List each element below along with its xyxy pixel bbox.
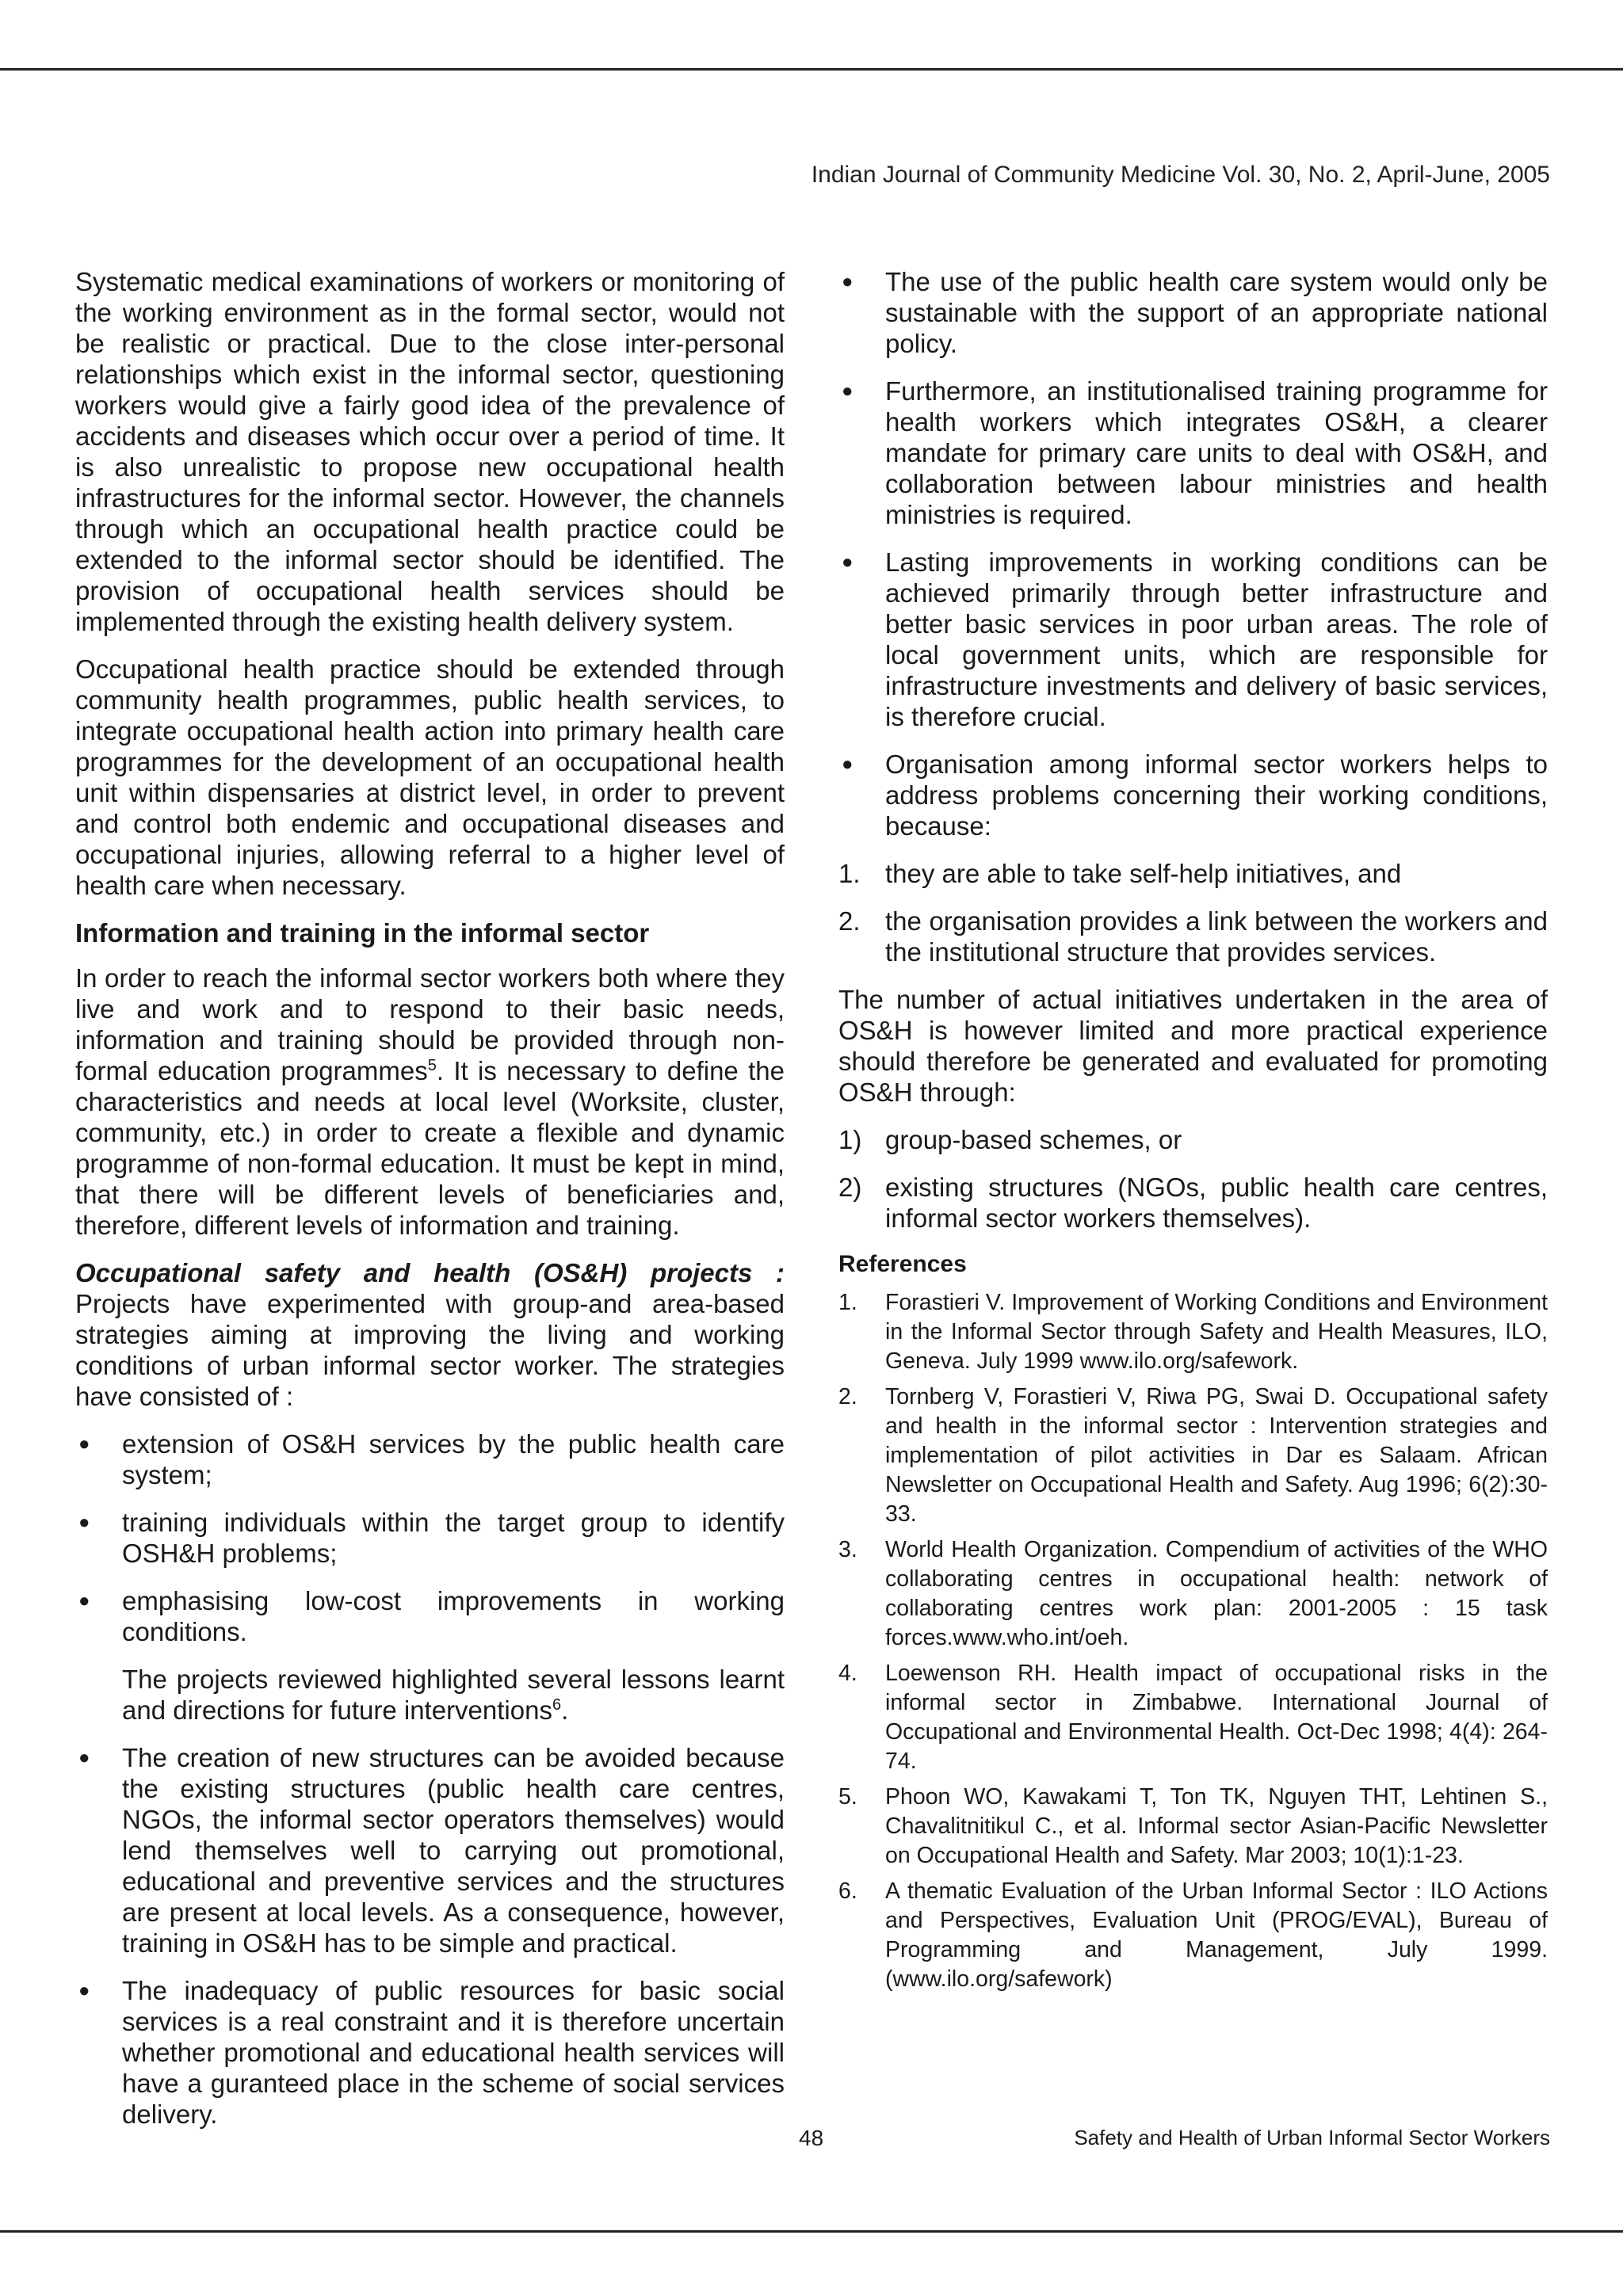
reference-item: 4. Loewenson RH. Health impact of occupational risks in the informal sector in Zimbabwe. International Journal of Occupational and Environmental Health. Oct-Dec 1998; 4(4): 264-74.	[838, 1661, 1548, 1774]
reference-number: 5.	[838, 1784, 857, 1810]
paragraph: Occupational safety and health (OS&H) projects : Projects have experimented with group-and area-based strategies aiming at improving the living and working conditions of urban informal sector worker. The strategies have consisted of :	[75, 1258, 785, 1411]
bullet-icon: ●	[842, 551, 854, 573]
reference-item: 2. Tornberg V, Forastieri V, Riwa PG, Swai D. Occupational safety and health in the informal sector : Intervention strategies and implementation of pilot activities in Dar es Salaam. African Newsletter on Occupational Health and Safety. Aug 1996; 6(2):30-33.	[838, 1384, 1548, 1527]
running-head: Indian Journal of Community Medicine Vol. 30, No. 2, April-June, 2005	[811, 162, 1550, 188]
citation-ref[interactable]: 6	[552, 1696, 562, 1714]
left-column	[75, 266, 785, 2146]
bullet-list	[838, 266, 1548, 841]
bullet-list	[75, 1742, 785, 2130]
paragraph: The number of actual initiatives undertaken in the area of OS&H is however limited and more practical experience should therefore be generated and evaluated for promoting OS&H through:	[838, 985, 1548, 1107]
reference-number: 3.	[838, 1537, 857, 1562]
list-number: 2.	[838, 906, 861, 936]
list-item: 1. they are able to take self-help initiatives, and	[838, 859, 1402, 888]
citation-ref[interactable]: 5	[427, 1057, 437, 1074]
reference-number: 1.	[838, 1290, 857, 1315]
right-column	[838, 266, 1548, 2000]
list-item: ● Organisation among informal sector workers helps to address problems concerning their working conditions, because:	[842, 749, 1548, 841]
bullet-icon: ●	[78, 1512, 90, 1533]
list-item: 2) existing structures (NGOs, public health care centres, informal sector workers themselves).	[838, 1173, 1548, 1233]
bottom-rule	[0, 2230, 1623, 2233]
list-item: 2. the organisation provides a link between the workers and the institutional structure that provides services.	[838, 906, 1548, 967]
paragraph: In order to reach the informal sector workers both where they live and work and to respond to their basic needs, information and training should be provided through non-formal education programmes$^5$. It is necessary to define the characteristics and needs at local level (Worksite, cluster, community, etc.) in order to create a flexible and dynamic programme of non-formal education. It must be kept in mind, that there will be different levels of beneficiaries and, therefore, different levels of information and training.	[75, 963, 785, 1240]
list-item: ● training individuals within the target group to identify OSH&H problems;	[78, 1508, 785, 1568]
list-item: ● The inadequacy of public resources for basic social services is a real constraint and it is therefore uncertain whether promotional and educational health services will have a guranteed place in the scheme of social services delivery.	[78, 1976, 785, 2129]
numbered-list	[838, 858, 1548, 967]
bullet-icon: ●	[78, 1747, 90, 1768]
numbered-list	[838, 1124, 1548, 1234]
references-heading: References	[838, 1251, 967, 1277]
list-item: ● extension of OS&H services by the public health care system;	[78, 1429, 785, 1489]
reference-item: 5. Phoon WO, Kawakami T, Ton TK, Nguyen THT, Lehtinen S., Chavalitnitikul C., et al. Informal sector Asian-Pacific Newsletter on Occupational Health and Safety. Mar 2003; 10(1):1-23.	[838, 1784, 1548, 1868]
bullet-icon: ●	[78, 1980, 90, 2001]
reference-number: 6.	[838, 1878, 857, 1904]
paragraph: Systematic medical examinations of workers or monitoring of the working environment as in the formal sector, would not be realistic or practical. Due to the close inter-personal relationships which exist in the informal sector, questioning workers would give a fairly good idea of the prevalence of accidents and diseases which occur over a period of time. It is also unrealistic to propose new occupational health infrastructures for the informal sector. However, the channels through which an occupational health practice could be extended to the informal sector should be identified. The provision of occupational health services should be implemented through the existing health delivery system.	[75, 267, 785, 636]
reference-item: 1. Forastieri V. Improvement of Working Conditions and Environment in the Informal Sector through Safety and Health Measures, ILO, Geneva. July 1999 www.ilo.org/safework.	[838, 1290, 1548, 1374]
bullet-icon: ●	[842, 380, 854, 402]
list-item: ● Lasting improvements in working conditions can be achieved primarily through better infrastructure and better basic services in poor urban areas. The role of local government units, which are responsible for infrastructure investments and delivery of basic services, is therefore crucial.	[842, 547, 1548, 731]
reference-list	[838, 1288, 1548, 1994]
paragraph: Occupational health practice should be extended through community health programmes, public health services, to integrate occupational health action into primary health care programmes for the development of an occupational health unit within dispensaries at district level, in order to prevent and control both endemic and occupational diseases and occupational injuries, allowing referral to a higher level of health care when necessary.	[75, 654, 785, 900]
list-item: 1) group-based schemes, or	[838, 1125, 1182, 1154]
reference-number: 2.	[838, 1384, 857, 1409]
footer-title: Safety and Health of Urban Informal Sector Workers	[1074, 2126, 1550, 2149]
bullet-icon: ●	[842, 271, 854, 292]
paragraph: The projects reviewed highlighted several lessons learnt and directions for future interventions$^6$.	[122, 1665, 785, 1725]
list-item: ● Furthermore, an institutionalised training programme for health workers which integrates OS&H, a clearer mandate for primary care units to deal with OS&H, and collaboration between labour ministries and health ministries is required.	[842, 376, 1548, 529]
reference-number: 4.	[838, 1661, 857, 1686]
run-in-heading: Occupational safety and health (OS&H) projects :	[75, 1258, 785, 1287]
list-number: 1.	[838, 859, 861, 888]
section-heading: Information and training in the informal sector	[75, 918, 650, 948]
reference-item: 3. World Health Organization. Compendium of activities of the WHO collaborating centres in occupational health: network of collaborating centres work plan: 2001-2005 : 15 task forces.www.who.int/oeh.	[838, 1537, 1548, 1650]
list-item: ● The use of the public health care system would only be sustainable with the support of an appropriate national policy.	[842, 267, 1548, 358]
bullet-icon: ●	[78, 1590, 90, 1611]
bullet-icon: ●	[842, 753, 854, 775]
reference-item: 6. A thematic Evaluation of the Urban Informal Sector : ILO Actions and Perspectives, Evaluation Unit (PROG/EVAL), Bureau of Programming and Management, July 1999. (www.ilo.org/safework)	[838, 1878, 1548, 1992]
list-item: ● The creation of new structures can be avoided because the existing structures (public health care centres, NGOs, the informal sector operators themselves) would lend themselves well to carrying out promotional, educational and preventive services and the structures are present at local levels. As a consequence, however, training in OS&H has to be simple and practical.	[78, 1743, 785, 1958]
bullet-icon: ●	[78, 1433, 90, 1455]
page-number: 48	[799, 2126, 824, 2150]
list-number: 2)	[838, 1173, 862, 1202]
list-item: ● emphasising low-cost improvements in working conditions.	[78, 1586, 785, 1646]
bullet-list	[75, 1428, 785, 1647]
list-number: 1)	[838, 1125, 862, 1154]
top-rule	[0, 68, 1623, 71]
